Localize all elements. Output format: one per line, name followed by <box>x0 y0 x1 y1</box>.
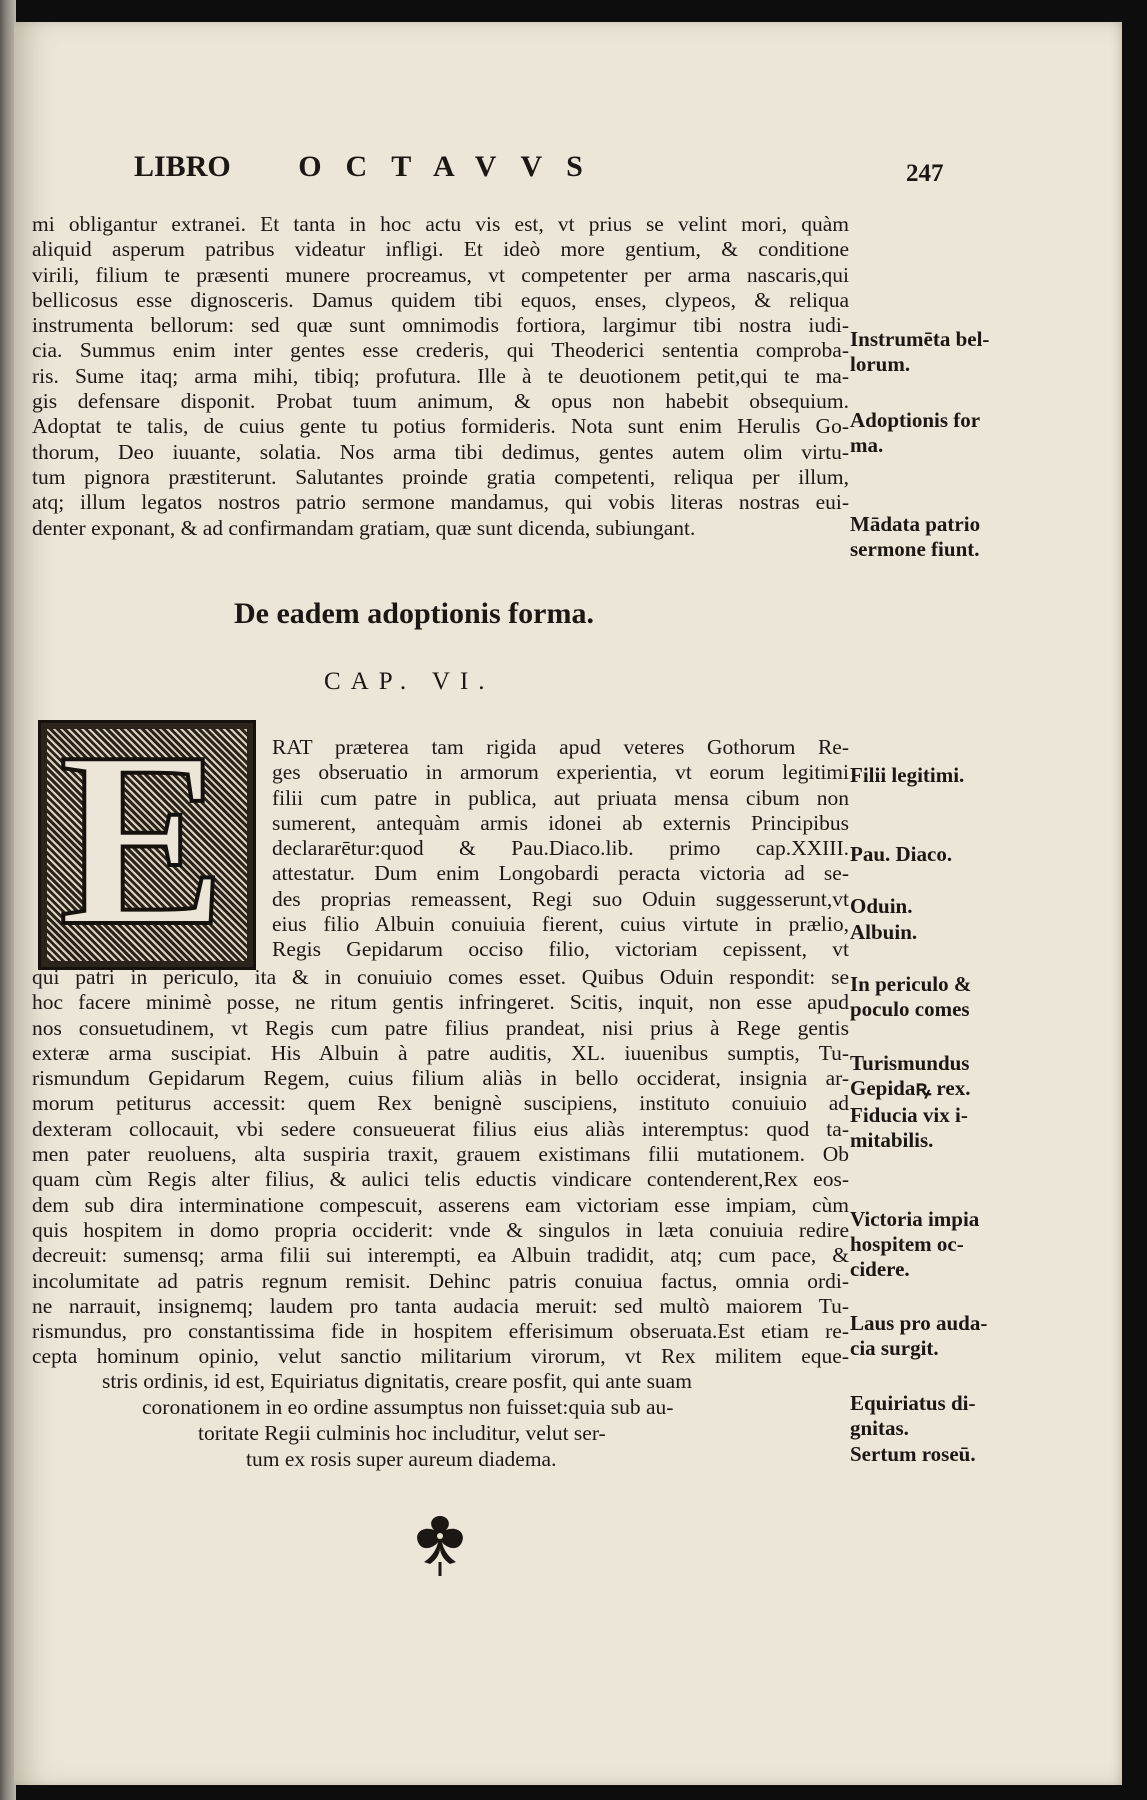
text-block-1 <box>32 212 849 541</box>
margin-note <box>850 1391 1000 1441</box>
margin-note <box>850 972 1000 1022</box>
initial-letter: E <box>59 701 226 978</box>
margin-note <box>850 408 1000 458</box>
text-line: nos consuetudinem, vt Regis cum patre filius prandeat, nisi prius à Rege gentis <box>32 1015 849 1040</box>
margin-note <box>850 1311 1000 1361</box>
text-line: hoc facere minimè posse, ne ritum gentis infringeret. Scitis, inquit, non esse apud <box>32 990 849 1015</box>
margin-note-line: hospitem oc- <box>850 1232 964 1256</box>
margin-note <box>850 763 1000 788</box>
margin-note <box>850 327 1000 377</box>
text-line: sumerent, antequàm armis idonei ab externis Principibus <box>272 810 849 835</box>
text-line: tum ex rosis super aureum diadema. <box>246 1447 557 1471</box>
text-line: declararētur:quod & Pau.Diaco.lib. primo cap.XXIII. <box>272 836 849 861</box>
margin-note-line: Fiducia vix i- <box>850 1103 968 1127</box>
text-block-3 <box>32 965 849 1370</box>
margin-note-line: Mādata patrio <box>850 512 981 536</box>
text-line: Adoptat te talis, de cuius gente tu potius formideris. Nota sunt enim Herulis Go- <box>32 414 849 439</box>
text-line: ris. Sume itaq; arma mihi, tibiq; profutura. Ille à te deuotionem petit,qui te ma- <box>32 363 849 388</box>
margin-note <box>850 894 1000 919</box>
margin-note <box>850 1442 1000 1467</box>
text-line: ne narrauit, insignemq; laudem pro tanta audacia meruit: sed multò maiorem Tu- <box>32 1293 849 1318</box>
margin-note-line: Filii legitimi. <box>850 763 965 787</box>
text-line: qui patri in periculo, ita & in conuiuio comes esset. Quibus Oduin respondit: se <box>32 965 849 989</box>
fleuron-ornament-icon <box>410 1512 470 1578</box>
margin-note-line: poculo comes <box>850 997 970 1021</box>
running-head <box>134 150 607 184</box>
margin-note-line: Instrumēta bel- <box>850 327 990 351</box>
text-line: dexteram collocauit, vbi sedere consueuerat filius eius aliàs interemptus: quod ta- <box>32 1116 849 1141</box>
text-line: des proprias remeassent, Regi suo Oduin suggesserunt,vt <box>272 886 849 911</box>
margin-note-line: Adoptionis for <box>850 408 981 432</box>
book-page <box>14 22 1122 1785</box>
text-line: men pater reuoluens, alta suspiria traxit, grauem existimans filii mutationem. Ob <box>32 1142 849 1167</box>
margin-note <box>850 512 1000 562</box>
text-line: quis hospitem in domo propria occiderit: vnde & singulos in læta conuiuia redire <box>32 1217 849 1242</box>
text-line: dem sub dira interminatione compescuit, asserens eam victoriam esse impiam, cùm <box>32 1192 849 1217</box>
running-head-left: LIBRO <box>134 150 231 183</box>
chapter-title: De eadem adoptionis forma. <box>234 597 594 630</box>
margin-note <box>850 920 1000 945</box>
margin-note-line: sermone fiunt. <box>850 537 980 561</box>
text-line: Regis Gepidarum occiso filio, victoriam cepissent, vt <box>272 937 849 962</box>
text-line: stris ordinis, id est, Equiriatus dignitatis, creare posfit, qui ante suam <box>102 1369 692 1393</box>
margin-note-line: cidere. <box>850 1257 910 1281</box>
margin-note-line: cia surgit. <box>850 1336 939 1360</box>
margin-note-line: mitabilis. <box>850 1128 934 1152</box>
text-line: tum pignora præstiterunt. Salutantes proinde gratia competenti, reliqua per illum, <box>32 464 849 489</box>
margin-note-line: ma. <box>850 433 884 457</box>
margin-note <box>850 1207 1000 1282</box>
text-line: virili, filium te præsenti munere procreamus, vt competenter per arma nascaris,qui <box>32 262 849 287</box>
text-line: cia. Summus enim inter gentes esse crederis, qui Theoderici sententia comproba- <box>32 338 849 363</box>
margin-note-line: Gepidaꝶ rex. <box>850 1076 971 1100</box>
text-line: denter exponant, & ad confirmandam gratiam, quæ sunt dicenda, subiungant. <box>32 515 696 540</box>
text-line: cepta hominum opinio, velut sanctio militarium virorum, vt Rex militem eque- <box>32 1344 849 1369</box>
margin-note <box>850 842 1000 867</box>
margin-note-line: Victoria impia <box>850 1207 980 1231</box>
text-line: exteræ arma suscipiat. His Albuin à patre auditis, XL. iuuenibus sumptis, Tu- <box>32 1040 849 1065</box>
text-line: gis defensare disponit. Probat tuum animum, & opus non habebit obsequium. <box>32 389 849 414</box>
margin-note-line: gnitas. <box>850 1416 909 1440</box>
text-line: bellicosus esse dignosceris. Damus quidem tibi equos, enses, clypeos, & reliqua <box>32 287 849 312</box>
margin-note-line: Sertum roseū. <box>850 1442 976 1466</box>
text-line: quam cùm Regis alter filius, & aulici telis eductis vindicare contenderent,Rex eos- <box>32 1167 849 1192</box>
text-line: aliquid asperum patribus videatur infligi. Et ideò more gentium, & conditione <box>32 237 849 262</box>
text-line: filii cum patre in publica, aut priuata mensa cibum non <box>272 785 849 810</box>
taper-line-3 <box>198 1421 698 1446</box>
text-line: incolumitate ad patris regnum remisit. Dehinc patris conuiua factus, omnia ordi- <box>32 1268 849 1293</box>
margin-note-line: Laus pro auda- <box>850 1311 988 1335</box>
margin-note-line: Pau. Diaco. <box>850 842 953 866</box>
text-line: coronationem in eo ordine assumptus non fuisset:quia sub au- <box>142 1395 674 1419</box>
text-block-2 <box>272 735 849 963</box>
text-line: decreuit: sumensq; arma filii sui interempti, ea Albuin tradidit, atq; cum pace, & <box>32 1243 849 1268</box>
margin-note <box>850 1103 1000 1153</box>
margin-note-line: Turismundus <box>850 1051 970 1075</box>
chapter-number: CAP. VI. <box>324 668 495 695</box>
text-line: thorum, Deo iuuante, solatia. Nos arma tibi dedimus, gentes autem olim virtu- <box>32 439 849 464</box>
margin-note-line: lorum. <box>850 352 911 376</box>
text-line: ges obseruatio in armorum experientia, vt eorum legitimi <box>272 760 849 785</box>
text-line: attestatur. Dum enim Longobardi peracta victoria ad se- <box>272 861 849 886</box>
margin-note-line: In periculo & <box>850 972 972 996</box>
taper-line-2 <box>142 1395 754 1420</box>
text-line: mi obligantur extranei. Et tanta in hoc actu vis est, vt prius se velint mori, quàm <box>32 212 849 236</box>
margin-note-line: Equiriatus di- <box>850 1391 976 1415</box>
text-line: instrumenta bellorum: sed quæ sunt omnimodis fortiora, largimur tibi nostra iudi- <box>32 313 849 338</box>
taper-line-1 <box>102 1369 804 1394</box>
taper-line-4 <box>246 1447 606 1472</box>
text-line: morum petiturus accessit: quem Rex benignè suscipiens, instituto conuiuio ad <box>32 1091 849 1116</box>
text-line: atq; illum legatos nostros patrio sermone mandamus, qui vobis literas nostras eui- <box>32 490 849 515</box>
text-line: rismundum Gepidarum Regem, cuius filium aliàs in bello occiderat, insignia ar- <box>32 1066 849 1091</box>
text-line: toritate Regii culminis hoc includitur, velut ser- <box>198 1421 606 1445</box>
decorated-initial <box>38 701 256 978</box>
margin-note <box>850 1051 1000 1101</box>
text-line: RAT præterea tam rigida apud veteres Gothorum Re- <box>272 735 849 759</box>
margin-note-line: Albuin. <box>850 920 918 944</box>
running-head-right: OCTAVVS <box>298 150 607 183</box>
page-number: 247 <box>906 160 944 187</box>
text-line: eius filio Albuin conuiuia fierent, cuius virtute in prælio, <box>272 912 849 937</box>
text-line: rismundus, pro constantissima fide in hospitem efferisimum obseruata.Est etiam re- <box>32 1319 849 1344</box>
margin-note-line: Oduin. <box>850 894 913 918</box>
